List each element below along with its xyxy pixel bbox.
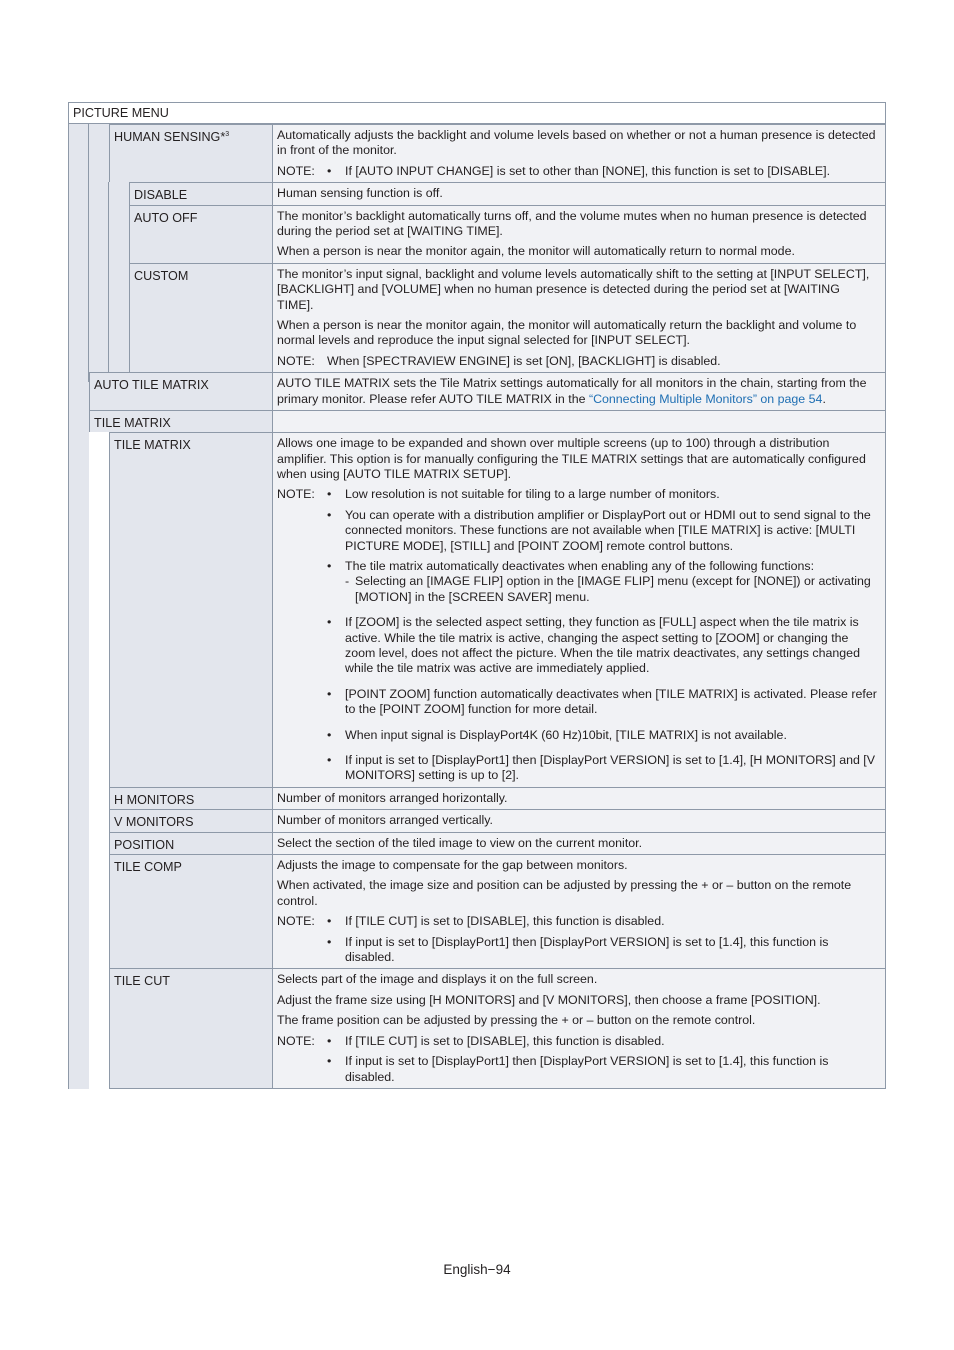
row-human-sensing (68, 124, 886, 182)
dash: - (345, 574, 350, 589)
desc-text: Select the section of the tiled image to view on the current monitor. (277, 835, 643, 850)
note-text: If [TILE CUT] is set to [DISABLE], this function is disabled. (345, 914, 665, 929)
note-text: When input signal is DisplayPort4K (60 Hz)10bit, [TILE MATRIX] is not available. (345, 727, 787, 742)
note (277, 487, 877, 502)
row-disable (68, 182, 886, 204)
row-auto-off (68, 205, 886, 263)
label-tile-matrix-group: TILE MATRIX (89, 410, 272, 432)
bullet: • (327, 934, 332, 949)
sub-item (345, 574, 877, 605)
desc-text: AUTO TILE MATRIX sets the Tile Matrix settings automatically for all monitors in the chain, starting from the primary monitor. Please refer AUTO TILE MATRIX in the “Connecting Multiple Monitors” on page 54. (277, 376, 867, 406)
label-tile-cut: TILE CUT (109, 968, 272, 1088)
note-text: When [SPECTRAVIEW ENGINE] is set [ON], [BACKLIGHT] is disabled. (327, 353, 721, 368)
note (277, 508, 877, 554)
desc-text: The monitor’s backlight automatically turns off, and the volume mutes when no human presence is detected during the period set at [WAITING TIME]. (277, 208, 867, 239)
note (277, 164, 877, 179)
desc-tile-matrix (272, 432, 886, 787)
desc-text: Adjusts the image to compensate for the gap between monitors. (277, 858, 628, 873)
desc-position (272, 832, 886, 854)
label-v-monitors: V MONITORS (109, 809, 272, 831)
row-tile-comp (68, 854, 886, 968)
desc-text: The frame position can be adjusted by pressing the + or – button on the remote control. (277, 1013, 756, 1028)
desc-disable (272, 182, 886, 204)
table-header: PICTURE MENU (68, 102, 886, 124)
desc-text: The monitor’s input signal, backlight and volume levels automatically shift to the setting at [INPUT SELECT], [BACKLIGHT] and [VOLUME] when no human presence is detected during the period set at [WAITING TIME]. (277, 266, 870, 312)
row-position (68, 832, 886, 854)
note (277, 935, 877, 966)
note-text: [POINT ZOOM] function automatically deactivates when [TILE MATRIX] is activated. Please refer to the [POINT ZOOM] function for more detail. (345, 686, 877, 717)
row-h-monitors (68, 787, 886, 809)
note (277, 753, 877, 784)
label-tile-comp: TILE COMP (109, 854, 272, 968)
bullet: • (327, 615, 332, 630)
desc-h-monitors (272, 787, 886, 809)
bullet: • (327, 1033, 332, 1048)
bullet: • (327, 507, 332, 522)
bullet: • (327, 558, 332, 573)
note (277, 354, 877, 369)
row-tile-cut (68, 968, 886, 1088)
note-text: If input is set to [DisplayPort1] then [DisplayPort VERSION] is set to [1.4], this function is disabled. (345, 934, 829, 965)
desc-text: When a person is near the monitor again, the monitor will automatically return to normal mode. (277, 244, 795, 259)
picture-menu-table (68, 102, 886, 1089)
note (277, 1034, 877, 1049)
note (277, 728, 877, 743)
label-position: POSITION (109, 832, 272, 854)
row-custom (68, 263, 886, 372)
table-body (68, 124, 886, 1089)
bullet: • (327, 914, 332, 929)
desc-v-monitors (272, 809, 886, 831)
note-label: NOTE: (277, 353, 315, 368)
row-v-monitors (68, 809, 886, 831)
label-disable: DISABLE (129, 182, 272, 204)
row-tile-matrix (68, 432, 886, 787)
note-text: You can operate with a distribution amplifier or DisplayPort out or HDMI out to send signal to the connected monitors. These functions are not available when [TILE MATRIX] is active: [MULTI PICTURE MODE], [STILL] and [POINT ZOOM] remote control buttons. (345, 507, 871, 553)
bullet: • (327, 487, 332, 502)
note-label: NOTE: (277, 163, 315, 178)
link-connecting-multiple-monitors[interactable]: “Connecting Multiple Monitors” on page 54 (588, 391, 823, 406)
label-custom: CUSTOM (129, 263, 272, 372)
label-auto-tile-matrix: AUTO TILE MATRIX (89, 372, 272, 410)
label-auto-off: AUTO OFF (129, 205, 272, 263)
desc-human-sensing (272, 124, 886, 182)
note-text: If input is set to [DisplayPort1] then [DisplayPort VERSION] is set to [1.4], [H MONITORS] and [V MONITORS] setting is up to [2]. (345, 753, 876, 783)
bullet: • (327, 163, 332, 178)
desc-text: Number of monitors arranged horizontally. (277, 790, 508, 805)
note (277, 615, 877, 677)
desc-text: When activated, the image size and position can be adjusted by pressing the + or – button on the remote control. (277, 878, 852, 908)
desc-auto-tile-matrix (272, 372, 886, 410)
desc-text: Number of monitors arranged vertically. (277, 813, 494, 828)
desc-text: When a person is near the monitor again, the monitor will automatically return the backlight and volume to normal levels and reproduce the input signal selected for [INPUT SELECT]. (277, 318, 857, 348)
page-number: English−94 (443, 1262, 511, 1277)
desc-text: Allows one image to be expanded and shown over multiple screens (up to 100) through a distribution amplifier. This option is for manually configuring the TILE MATRIX settings that are automatically configured when using [AUTO TILE MATRIX SETUP]. (277, 436, 866, 481)
note-text: If [TILE CUT] is set to [DISABLE], this function is disabled. (345, 1033, 665, 1048)
desc-text: Adjust the frame size using [H MONITORS] and [V MONITORS], then choose a frame [POSITION]. (277, 992, 821, 1007)
note-text: If [AUTO INPUT CHANGE] is set to other than [NONE], this function is set to [DISABLE]. (345, 163, 831, 178)
note-label: NOTE: (277, 1033, 315, 1048)
desc-text: Human sensing function is off. (277, 186, 443, 201)
sub-text: Selecting an [IMAGE FLIP] option in the [IMAGE FLIP] menu (except for [NONE]) or activating [MOTION] in the [SCREEN SAVER] menu. (355, 574, 871, 604)
bullet: • (327, 727, 332, 742)
desc-tile-cut (272, 968, 886, 1088)
note (277, 687, 877, 718)
note (277, 1054, 877, 1085)
bullet: • (327, 753, 332, 767)
note (277, 914, 877, 929)
note-label: NOTE: (277, 914, 315, 929)
row-auto-tile-matrix (68, 372, 886, 410)
label-h-monitors: H MONITORS (109, 787, 272, 809)
label-human-sensing: HUMAN SENSING*$^3$ (109, 124, 272, 182)
desc-tile-matrix-group (272, 410, 886, 432)
row-tile-matrix-group (68, 410, 886, 432)
desc-custom (272, 263, 886, 372)
bullet: • (327, 1054, 332, 1069)
note-text: If input is set to [DisplayPort1] then [DisplayPort VERSION] is set to [1.4], this function is disabled. (345, 1054, 829, 1084)
desc-tile-comp (272, 854, 886, 968)
desc-auto-off (272, 205, 886, 263)
desc-text: Automatically adjusts the backlight and volume levels based on whether or not a human presence is detected in front of the monitor. (277, 128, 876, 158)
bullet: • (327, 686, 332, 701)
note (277, 559, 877, 605)
label-tile-matrix: TILE MATRIX (109, 432, 272, 787)
note-label: NOTE: (277, 487, 315, 502)
desc-text: Selects part of the image and displays it on the full screen. (277, 972, 598, 987)
note-text: The tile matrix automatically deactivates when enabling any of the following functions: - Selecting an [IMAGE FLIP] option in the [IMAGE FLIP] menu (except for [NONE]) or activating [MOTION] in the [SCREEN SAVER] menu. (345, 559, 877, 605)
note-text: If [ZOOM] is the selected aspect setting, they function as [FULL] aspect when the tile matrix is active. While the tile matrix is active, changing the aspect setting to [ZOOM] or changing the zoom level, does not affect the picture. When the tile matrix deactivates, any settings changed while the tile matrix was active are immediately applied. (345, 615, 860, 676)
note-text: Low resolution is not suitable for tiling to a large number of monitors. (345, 487, 720, 502)
